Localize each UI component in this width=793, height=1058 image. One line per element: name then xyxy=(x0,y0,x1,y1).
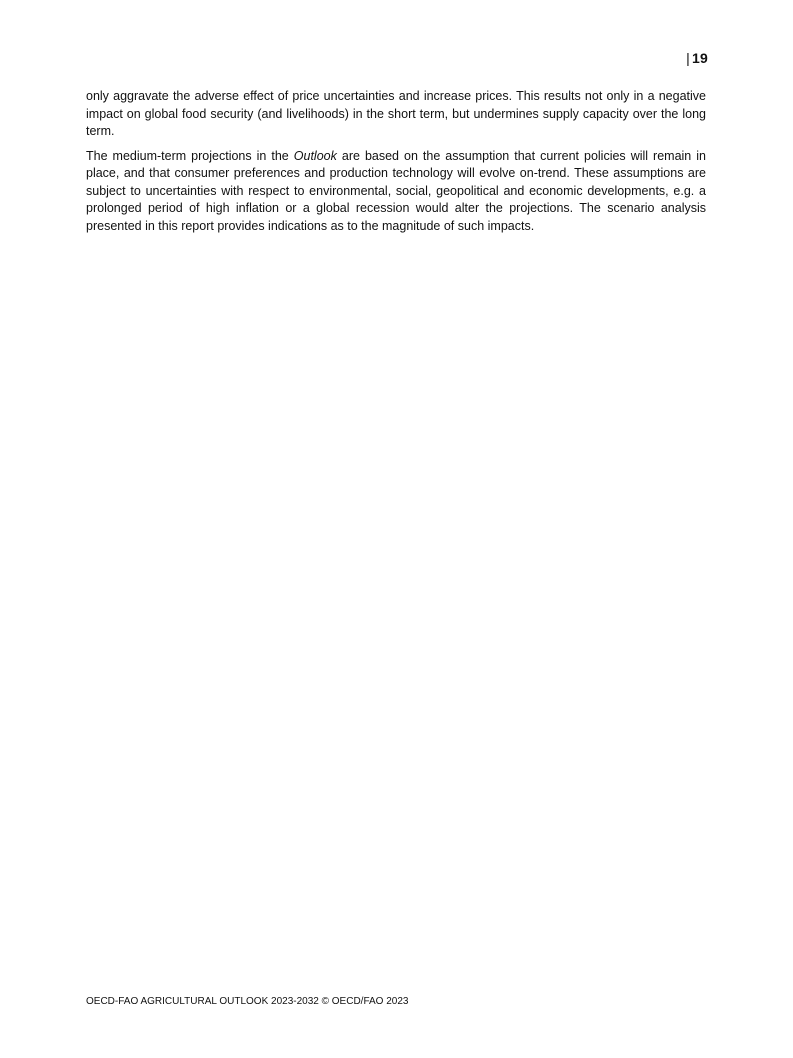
body-text xyxy=(86,88,706,242)
paragraph-text: The medium-term projections in the xyxy=(86,148,294,163)
paragraph xyxy=(86,148,706,236)
outlook-italic: Outlook xyxy=(293,148,337,163)
page-footer: OECD-FAO AGRICULTURAL OUTLOOK 2023-2032 © OECD/FAO 2023 xyxy=(86,996,409,1007)
page-number-separator: | xyxy=(686,50,691,66)
page-number-value: 19 xyxy=(692,50,708,66)
page-number xyxy=(686,50,708,66)
paragraph: only aggravate the adverse effect of price uncertainties and increase prices. This results not only in a negative impact on global food security (and livelihoods) in the short term, but undermines supply capacity over the long term. xyxy=(86,89,706,138)
paragraph-text: are based on the assumption that current policies will remain in place, and that consumer preferences and production technology will evolve on-trend. These assumptions are subject to uncertainties with respect to environmental, social, geopolitical and economic developments, e.g. a prolonged period of high inflation or a global recession would alter the projections. The scenario analysis presented in this report provides indications as to the magnitude of such impacts. xyxy=(86,148,706,233)
